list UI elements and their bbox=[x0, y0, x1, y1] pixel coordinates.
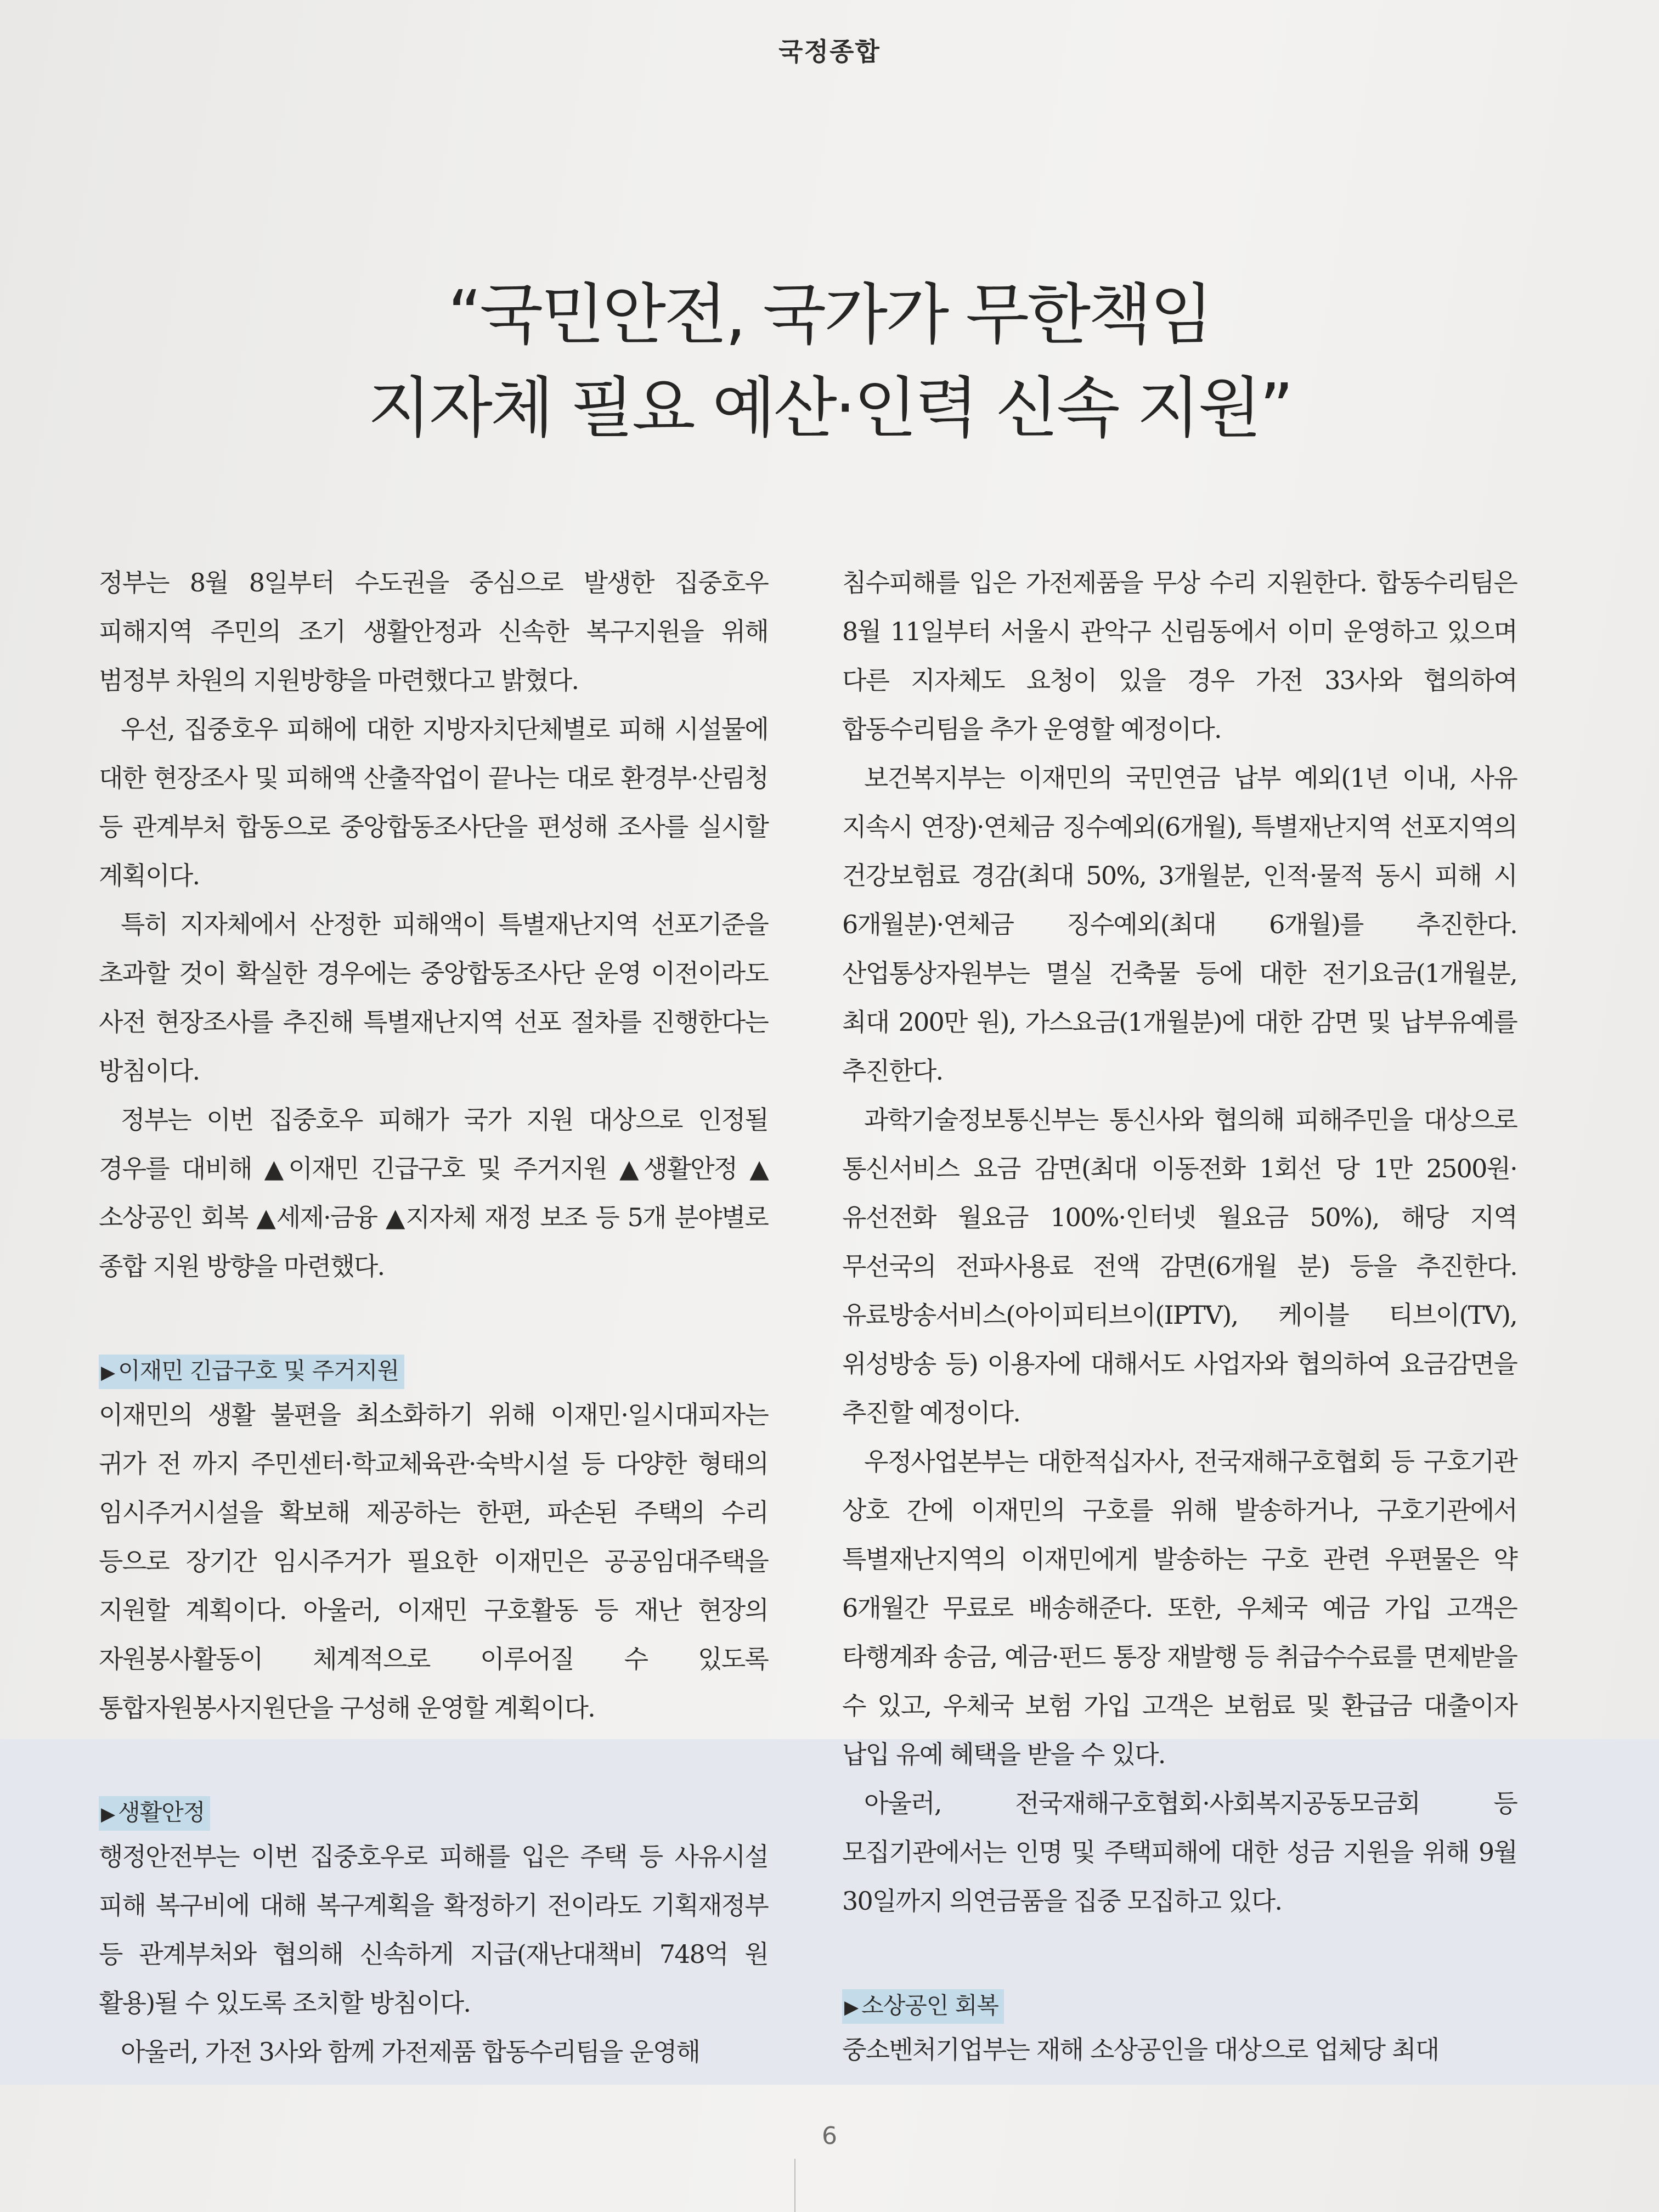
body-paragraph: 아울러, 가전 3사와 함께 가전제품 합동수리팀을 운영해 bbox=[121, 2037, 700, 2067]
subheading-text: 이재민 긴급구호 및 주거지원 bbox=[118, 1357, 399, 1384]
body-paragraph: 정부는 이번 집중호우 피해가 국가 지원 대상으로 인정될 경우를 대비해 ▲이재민 긴급구호 및 주거지원 ▲생활안정 ▲소상공인 회복 ▲세제·금융 ▲지자체 재정 보조 등 5개 분야별로 종합 지원 방향을 마련했다. bbox=[99, 1105, 768, 1281]
body-paragraph: 행정안전부는 이번 집중호우로 피해를 입은 주택 등 사유시설 피해 복구비에 대해 복구계획을 확정하기 전이라도 기획재정부 등 관계부처와 협의해 신속하게 지급(재난대책비 748억 원 활용)될 수 있도록 조치할 방침이다. bbox=[99, 1842, 768, 2018]
body-paragraph: 정부는 8월 8일부터 수도권을 중심으로 발생한 집중호우 피해지역 주민의 조기 생활안정과 신속한 복구지원을 위해 범정부 차원의 지원방향을 마련했다고 밝혔다. bbox=[99, 568, 768, 695]
headline bbox=[0, 269, 1659, 455]
subheading-highlight bbox=[842, 1989, 1004, 2024]
headline-line-1: “국민안전, 국가가 무한책임 bbox=[448, 277, 1211, 353]
gutter-divider bbox=[794, 2159, 795, 2212]
subheading-text: 소상공인 회복 bbox=[861, 1992, 998, 2019]
body-paragraph: 이재민의 생활 불편을 최소화하기 위해 이재민·일시대피자는 귀가 전 까지 주민센터·학교체육관·숙박시설 등 다양한 형태의 임시주거시설을 확보해 제공하는 한편, 파손된 주택의 수리 등으로 장기간 임시주거가 필요한 이재민은 공공임대주택을 지원할 계획이다. 아울러, 이재민 구호활동 등 재난 현장의 자원봉사활동이 체계적으로 이루어질 수 있도록 통합자원봉사지원단을 구성해 운영할 계획이다. bbox=[99, 1400, 768, 1723]
subheading-emergency-relief bbox=[99, 1351, 768, 1391]
body-paragraph: 과학기술정보통신부는 통신사와 협의해 피해주민을 대상으로 통신서비스 요금 감면(최대 이동전화 1회선 당 1만 2500원·유선전화 월요금 100%·인터넷 월요금 50%), 해당 지역 무선국의 전파사용료 전액 감면(6개월 분) 등을 추진한다. 유료방송서비스(아이피티브이(IPTV), 케이블 티브이(TV), 위성방송 등) 이용자에 대해서도 사업자와 협의하여 요금감면을 추진할 예정이다. bbox=[842, 1105, 1517, 1427]
body-paragraph: 아울러, 전국재해구호협회·사회복지공동모금회 등 모집기관에서는 인명 및 주택피해에 대한 성금 지원을 위해 9월 30일까지 의연금품을 집중 모집하고 있다. bbox=[842, 1788, 1517, 1916]
right-column bbox=[842, 558, 1517, 2074]
subheading-text: 생활안정 bbox=[118, 1799, 205, 1826]
subheading-highlight bbox=[99, 1796, 210, 1831]
section-label: 국정종합 bbox=[778, 37, 881, 66]
headline-line-2: 지자체 필요 예산·인력 신속 지원” bbox=[368, 370, 1291, 447]
subheading-small-business-recovery bbox=[842, 1986, 1517, 2025]
arrow-icon: ▶ bbox=[101, 1803, 115, 1825]
arrow-icon: ▶ bbox=[844, 1996, 859, 2018]
body-paragraph: 중소벤처기업부는 재해 소상공인을 대상으로 업체당 최대 bbox=[842, 2035, 1439, 2064]
body-paragraph: 침수피해를 입은 가전제품을 무상 수리 지원한다. 합동수리팀은 8월 11일부터 서울시 관악구 신림동에서 이미 운영하고 있으며 다른 지자체도 요청이 있을 경우 가전 33사와 협의하여 합동수리팀을 추가 운영할 예정이다. bbox=[842, 568, 1517, 744]
body-paragraph: 우선, 집중호우 피해에 대한 지방자치단체별로 피해 시설물에 대한 현장조사 및 피해액 산출작업이 끝나는 대로 환경부·산림청 등 관계부처 합동으로 중앙합동조사단을 편성해 조사를 실시할 계획이다. bbox=[99, 714, 768, 890]
body-paragraph: 보건복지부는 이재민의 국민연금 납부 예외(1년 이내, 사유 지속시 연장)·연체금 징수예외(6개월), 특별재난지역 선포지역의 건강보험료 경감(최대 50%, 3개월분, 인적·물적 동시 피해 시 6개월분)·연체금 징수예외(최대 6개월)를 추진한다. 산업통상자원부는 멸실 건축물 등에 대한 전기요금(1개월분, 최대 200만 원), 가스요금(1개월분)에 대한 감면 및 납부유예를 추진한다. bbox=[842, 763, 1517, 1086]
body-paragraph: 우정사업본부는 대한적십자사, 전국재해구호협회 등 구호기관 상호 간에 이재민의 구호를 위해 발송하거나, 구호기관에서 특별재난지역의 이재민에게 발송하는 구호 관련 우편물은 약 6개월간 무료로 배송해준다. 또한, 우체국 예금 가입 고객은 타행계좌 송금, 예금·펀드 통장 재발행 등 취급수수료를 면제받을 수 있고, 우체국 보험 가입 고객은 보험료 및 환급금 대출이자 납입 유예 혜택을 받을 수 있다. bbox=[842, 1447, 1517, 1769]
subheading-living-stability bbox=[99, 1793, 768, 1832]
body-paragraph: 특히 지자체에서 산정한 피해액이 특별재난지역 선포기준을 초과할 것이 확실한 경우에는 중앙합동조사단 운영 이전이라도 사전 현장조사를 추진해 특별재난지역 선포 절차를 진행한다는 방침이다. bbox=[99, 910, 768, 1086]
page-number: 6 bbox=[822, 2122, 837, 2150]
arrow-icon: ▶ bbox=[101, 1362, 115, 1384]
left-column bbox=[99, 558, 768, 2076]
subheading-highlight bbox=[99, 1355, 404, 1389]
